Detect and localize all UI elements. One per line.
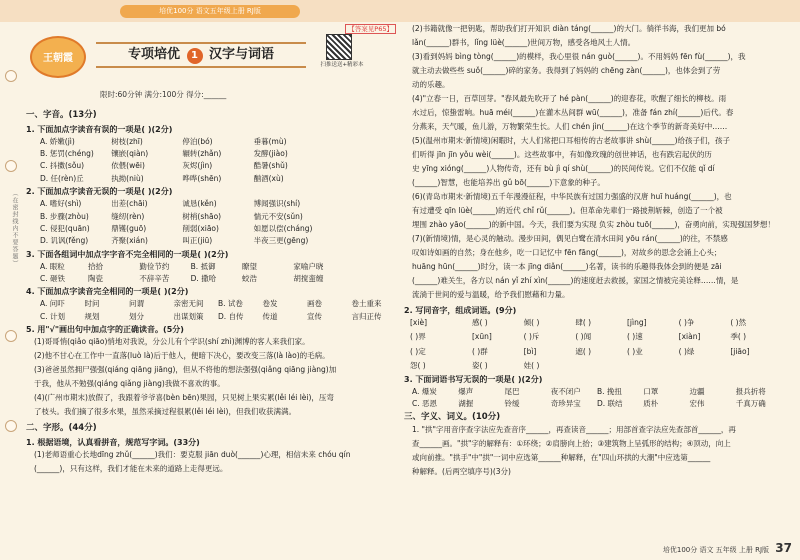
blank-word: ( )然 (730, 318, 747, 327)
blank-word: 姿( ) (472, 361, 488, 371)
blank-word: ( )速 (627, 332, 643, 342)
section-heading: 二、字形。(44分) (26, 423, 97, 434)
passage-line: 叹如诗如画的自然；身在他乡，吃一口记忆中 fēn fāng(______)，对故乡的思念会涌上心头； (412, 248, 722, 257)
section-heading: 一、字音。(13分) (26, 110, 97, 120)
option: 缝纫(rèn) (111, 211, 145, 221)
title-number: 1 (187, 48, 203, 64)
option: 宣传 (307, 311, 322, 321)
option: 口罩 (643, 386, 659, 396)
passage-line: (5)(温州市期末·新情境)闲暇时，大人们常把口耳相传的古老故事讲 shù(______)给孩子们，孩子 (412, 136, 731, 145)
passage-line: (______)智慧，也能培养出 gǔ bō(______)下意象的种子。 (412, 178, 605, 187)
option: B. 挽扭 (597, 386, 622, 396)
right-column (404, 22, 782, 542)
option: A. 爆炭 (412, 386, 437, 396)
question-title: 1. 下面加点字读音有误的一项是( )(2分) (26, 124, 173, 134)
option: 问谓 (129, 299, 144, 309)
passage-line: (3)看到妈妈 bìng tòng(______)的模样，我心里很 nán guò(______)。不用妈妈 fēn fù(______)，我 (412, 52, 746, 61)
question-title: 3. 下面词语书写无误的一项是( )(2分) (404, 374, 543, 384)
option: A. 问吓 (40, 299, 65, 309)
option: 言归正传 (351, 311, 382, 321)
section-heading: 三、字义、词义。(10分) (404, 412, 501, 423)
blank-word: ( )群 (472, 346, 488, 356)
page-title (96, 42, 306, 68)
question-title: 3. 下面各组词中加点字字音不完全相同的一项是( )(2分) (26, 249, 229, 259)
option: 发酵(jiào) (253, 149, 288, 158)
passage-line: 了枝头。我们摘了很多水果，虽然采摘过程很累(lěi léi lèi)，但我们收获满满。 (34, 407, 296, 417)
option: D. 自传 (218, 311, 244, 321)
option: 蛟浩 (241, 274, 257, 283)
option: 宏伟 (689, 398, 705, 408)
blank-word: ( )绿 (678, 346, 695, 356)
binding-hole (5, 330, 17, 342)
blank-word: ( )争 (678, 318, 695, 327)
option: 树梢(shāo) (182, 211, 222, 221)
option: 瞭望 (241, 261, 257, 271)
section-header (26, 32, 386, 82)
option: 哗哗(shēn) (182, 173, 222, 183)
passage-line: 查______画。"拱"字的解释有：①环绕；②肩膀向上抬；③建筑物上呈弧形的结构；④顶动，向上 (412, 438, 731, 448)
option: B. 抵御 (190, 261, 216, 271)
option: C. 抖擞(sǒu) (40, 161, 85, 171)
option: 诚恳(kěn) (182, 199, 217, 209)
option: 如愿以偿(cháng) (253, 223, 313, 233)
option: A. 嗜好(shì) (40, 199, 82, 209)
blank-word: 感( ) (472, 318, 488, 327)
option: 酷暑(shǔ) (253, 161, 288, 171)
option: 时问 (84, 299, 100, 309)
blank-word: 娃( ) (523, 361, 540, 371)
passage-line: 动的乐趣。 (412, 80, 450, 89)
passage-line: 有过遭受 qīn lüè(______)的近代 chǐ rǔ(______)。但革命先辈们一路披荆斩棘，创造了一个被 (412, 206, 723, 215)
option: 陶瓷 (88, 274, 103, 283)
passage-line: (7)(新情境)情，是心灵的触动。漫步田间，偶见白鹭在清水田间 yōu rán(______)的往，不禁感 (412, 234, 728, 243)
passage-line: (6)(青岛市期末·新情境)五千年漫漫征程，中华民族有过国力强盛的汉唐 huī huáng(______)，也 (412, 192, 732, 201)
top-banner: 培优100分 语文五年级上册 RJ版 (120, 5, 300, 18)
option: 镶嵌(qiàn) (111, 149, 149, 158)
option: D. 撒哈 (190, 274, 217, 283)
option: 鼎镬(guō) (111, 223, 147, 233)
option-grid (40, 262, 396, 284)
option: C. 计划 (40, 311, 66, 321)
option: 树枝(zhī) (111, 136, 143, 146)
option-grid (40, 137, 396, 184)
option: 执拗(niù) (111, 173, 144, 183)
option: 停泊(bó) (182, 136, 213, 146)
option: 铃缓 (504, 398, 520, 408)
passage-line: 们听得 jīn jīn yǒu wèi(______)。这些故事中，有如像玫瑰的创世神话，也有跌宕起伏的历 (412, 150, 712, 159)
page-footer (663, 541, 792, 556)
blank-word: 怨( ) (410, 361, 426, 371)
option: 报兵折将 (735, 386, 766, 396)
binding-hole (5, 420, 17, 432)
option: C. 砸铁 (40, 274, 66, 283)
qr-caption: 扫推送送+精彩本 (320, 62, 364, 68)
footer-text: 培优100分 语文 五年级 上册 RJ版 (662, 546, 770, 554)
blank-word: ( )界 (410, 332, 426, 342)
answer-tag: 【答案见P65】 (345, 24, 396, 34)
option: 爆声 (458, 386, 474, 396)
binding-margin (2, 70, 20, 490)
pinyin-label: [xūn] (472, 332, 492, 342)
passage-line: 埋围 zhào yāo(______)的新中国。今天，我们要为实现 负实 zhòu tuō(______)，奋勇向前，实现强国梦想！ (412, 220, 775, 229)
option-grid (40, 199, 396, 246)
blank-word: 肆( ) (575, 318, 592, 327)
pinyin-label: [xiàn] (678, 332, 701, 342)
passage-line: huāng hūn(______)时分，读一本 jīng diǎn(______)名著，读书的乐趣得我体会到的便是 zāi (412, 262, 722, 271)
option: 垂暮(mù) (253, 136, 287, 146)
option: 划分 (129, 311, 144, 321)
passage-line: (4)(广州市期末)放假了，我跟着爷爷喜(bèn bēn)果园，只见树上果实累(lěi léi lèi)，压弯 (34, 393, 334, 403)
option: 出差(chāi) (111, 199, 148, 209)
question-title: 2. 写同音字，组成词语。(9分) (404, 306, 517, 315)
pinyin-label: [jìng] (627, 318, 647, 327)
option: 家喻户晓 (293, 261, 324, 271)
page-number: 37 (775, 541, 792, 555)
question-title: 4. 下面加点字读音完全相同的一项是( )(2分) (26, 287, 189, 297)
blank-word: ( )业 (627, 346, 643, 356)
option: 卷土重来 (351, 299, 382, 309)
option: D. 联结 (597, 398, 623, 408)
option: 出谋划策 (173, 311, 204, 321)
option: D. 任(rèn)丘 (40, 173, 84, 183)
option: 亲密无间 (173, 299, 204, 309)
question-title: 2. 下面加点字读音无误的一项是( )(2分) (26, 187, 173, 197)
question-title: 1. 根据语境，认真看拼音，规范写字词。(33分) (26, 437, 200, 447)
option: A. 娇嫩(jì) (40, 136, 75, 146)
passage-line: (4)"立春一日，百草回芽。"春风最先吹开了 hé pàn(______)的迎春花，吹醒了细长的柳枝。雨 (412, 94, 727, 103)
option: 勤俭节约 (139, 261, 170, 271)
option: 湖握 (458, 398, 474, 408)
binding-text: （在密封线内不要答题） (11, 190, 18, 267)
option: 拾拾 (88, 261, 103, 271)
option: 规划 (84, 311, 100, 321)
option-grid (40, 299, 396, 321)
passage-line: 1. "拱"字用音序查字法应先查音序______，再查读音______；用部首查字法应先查部首______，再 (412, 424, 736, 434)
passage-line: (1)老师语重心长地dīng zhǔ(______)我们：要克服 jiān duò(______)心理，相信未来 chóu qín (34, 449, 351, 459)
question-title: 5. 用"√"画出句中加点字的正确读音。(5分) (26, 325, 184, 335)
passage-line: (______)难关生，各方以 nán yǐ zhí xìn(______)的速度赶去救援，家国之情被完美诠释……情，是 (412, 276, 739, 285)
option: 惴元不安(sǔn) (253, 211, 303, 221)
option: 齐聚(xián) (111, 236, 148, 246)
option: 传道 (262, 311, 278, 321)
option: 胡搅蛮缠 (293, 274, 324, 283)
blank-word: ( )定 (410, 346, 426, 356)
passage-line: lǎn(______)群书，lǐng lüè(______)世间万物，感受各地风土人情。 (412, 38, 636, 47)
binding-hole (5, 160, 17, 172)
brand-logo: 王朝霞 (30, 36, 86, 78)
passage-line: (______)，只有这样，我们才能在未来的道路上走得更远。 (34, 463, 228, 473)
option: B. 步骤(zhòu) (40, 211, 89, 221)
option: 千真万确 (735, 398, 766, 408)
option: 尾巴 (504, 386, 520, 396)
passage-line: 于我，他从不勉强(qiáng qiǎng jiàng)我做不喜欢的事。 (34, 379, 225, 389)
option: 夜不闭户 (550, 386, 581, 396)
option: 辗转(zhǎn) (182, 149, 222, 158)
left-column (26, 24, 396, 544)
option: 依偎(wēi) (111, 161, 145, 171)
blank-word: 遮( ) (575, 346, 592, 356)
title-text: 汉字与词语 (209, 47, 275, 62)
passage-line: (2)他不甘心在工作中一直落(luò là)后于他人，便暗下决心，要改变三落(là lào)的毛病。 (34, 351, 330, 361)
passage-line: (3)爸爸虽然拥尸强强(qiáng qiāng jiāng)，但从不将他的想法强强(qiǎng qiāng jiàng)加 (34, 365, 337, 375)
option-grid (412, 387, 782, 409)
option: 半夜三更(gēng) (253, 236, 309, 246)
option: 边疆 (689, 386, 705, 396)
option: C. 恶恩 (412, 398, 438, 408)
passage-line: 流淌于世间的爱与温暖，给予我们慰藉和力量。 (412, 290, 570, 299)
option: B. 惩罚(chéng) (40, 149, 94, 158)
blank-word: 倾( ) (523, 318, 540, 327)
blank-word: ( )闻 (575, 332, 592, 342)
pinyin-label: [xiè] (410, 318, 427, 327)
option: B. 试卷 (218, 299, 243, 309)
homophone-grid (410, 318, 782, 371)
binding-hole (5, 70, 17, 82)
option: 削弱(xiāo) (182, 223, 219, 233)
qr-code-icon (326, 34, 352, 60)
blank-word: ( )斥 (523, 332, 540, 342)
passage-line: 就主动去做些些 suǒ(______)碎的家务。我得到了妈妈的 chēng zàn(______)，也体会到了劳 (412, 66, 721, 75)
exam-meta: 限时:60分钟 满分:100分 得分:______ (100, 90, 227, 99)
left-content (26, 106, 396, 476)
pinyin-label: [jiāo] (730, 346, 750, 356)
passage-line: 种解释。(后两空填序号)(3分) (412, 466, 511, 476)
passage-line: 或向前推。"拱手"中"拱"一词中应选第______种解释，在"四山环拱的大潮"中应选第______ (412, 452, 711, 462)
top-band (0, 0, 800, 22)
option: 灰烬(jìn) (182, 161, 213, 171)
passage-line: 史 yīng xióng(______)人物传奇，还有 bù jì qí shù(______)的民间传说。它们不仅能 qǐ dí (412, 164, 715, 173)
option: 质朴 (643, 398, 659, 408)
option: 不辞辛苦 (139, 274, 170, 283)
title-prefix: 专项培优 (127, 47, 180, 62)
option: 画卷 (307, 299, 322, 309)
passage-line: (1)哥哥悄(qiǎo qiāo)悄地对我说，分公儿有个学识(shí zhì)渊博的客人来我们家。 (34, 337, 310, 347)
option: A. 眼粒 (40, 261, 65, 271)
passage-line: 分燕来，天气暖，鱼儿游，万物繁荣生长。人们 chén jìn(______)在这个季节的新奇美好中…… (412, 122, 728, 131)
option: 卷发 (262, 299, 278, 309)
option: 酗酒(xù) (253, 173, 284, 183)
option: C. 侵犯(quān) (40, 223, 90, 233)
pinyin-label: [bì] (523, 346, 537, 356)
passage-line: (2)书籍就像一把钥匙，帮助我们打开知识 diàn táng(______)的大门。徜徉书海，我们更加 bó (412, 24, 726, 33)
option: D. 讥讽(fěng) (40, 236, 89, 246)
option: 叫正(jiū) (182, 236, 213, 246)
option: 博闻强识(shí) (253, 199, 301, 209)
blank-word: 季( ) (730, 332, 747, 342)
passage-line: 水过后，惊蛰雷响。huā méi(______)在灌木丛间群 wū(______)，准备 fán zhí(______)后代。春 (412, 108, 734, 117)
option: 奇珍异宝 (550, 398, 581, 408)
